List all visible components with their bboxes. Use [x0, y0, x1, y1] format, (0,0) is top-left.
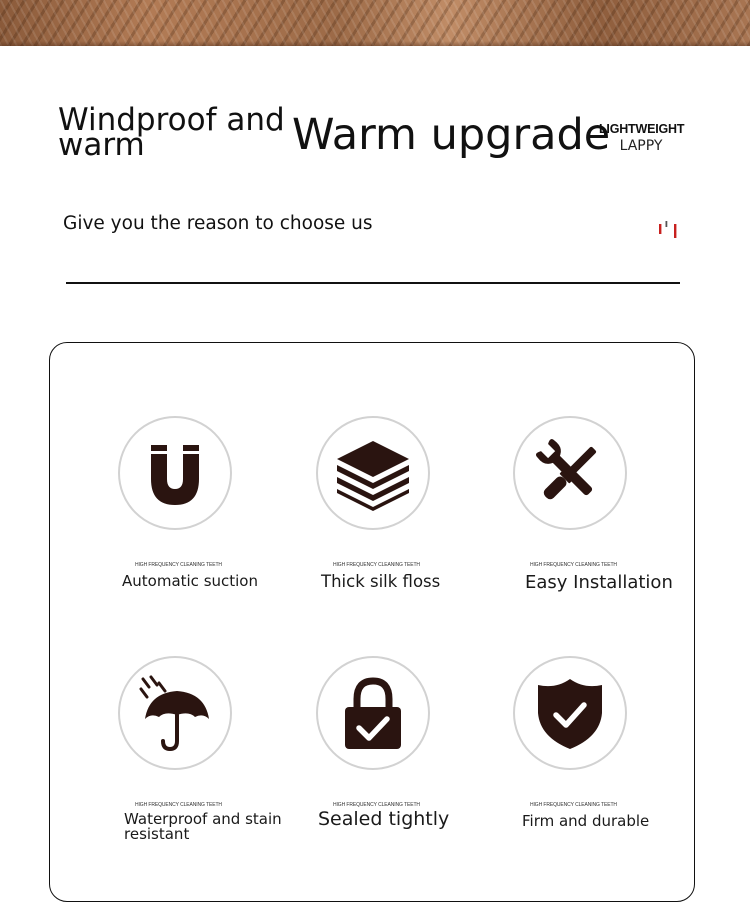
badge-lightweight: LIGHTWEIGHT	[599, 122, 685, 136]
feature-label: Sealed tightly	[318, 808, 450, 830]
feature-circle	[316, 656, 430, 770]
feature-circle	[118, 656, 232, 770]
shield-check-icon	[532, 675, 608, 751]
feature-label: Easy Installation	[525, 572, 673, 593]
feature-circle	[118, 416, 232, 530]
feature-caption: HIGH FREQUENCY CLEANING TEETH	[135, 802, 222, 808]
umbrella-rain-icon	[137, 675, 213, 751]
feature-label: Thick silk floss	[321, 572, 441, 591]
quote-marks-icon	[656, 220, 682, 240]
magnet-icon	[137, 435, 213, 511]
layers-icon	[335, 435, 411, 511]
badge-lappy: LAPPY	[619, 138, 663, 154]
feature-caption: HIGH FREQUENCY CLEANING TEETH	[530, 562, 617, 568]
feature-caption: HIGH FREQUENCY CLEANING TEETH	[333, 562, 420, 568]
feature-label: Waterproof and stain resistant	[124, 810, 282, 843]
reason-subtitle: Give you the reason to choose us	[63, 213, 373, 234]
title-warm-upgrade: Warm upgrade	[292, 110, 611, 160]
padlock-check-icon	[335, 675, 411, 751]
title-windproof: Windproof and warm	[58, 102, 285, 163]
feature-label: Automatic suction	[122, 572, 258, 590]
feature-circle	[316, 416, 430, 530]
tools-icon	[532, 435, 608, 511]
divider-line	[66, 282, 680, 284]
feature-circle	[513, 656, 627, 770]
feature-caption: HIGH FREQUENCY CLEANING TEETH	[333, 802, 420, 808]
wood-grain-banner	[0, 0, 750, 46]
feature-caption: HIGH FREQUENCY CLEANING TEETH	[530, 802, 617, 808]
feature-circle	[513, 416, 627, 530]
feature-caption: HIGH FREQUENCY CLEANING TEETH	[135, 562, 222, 568]
feature-label: Firm and durable	[522, 812, 650, 830]
